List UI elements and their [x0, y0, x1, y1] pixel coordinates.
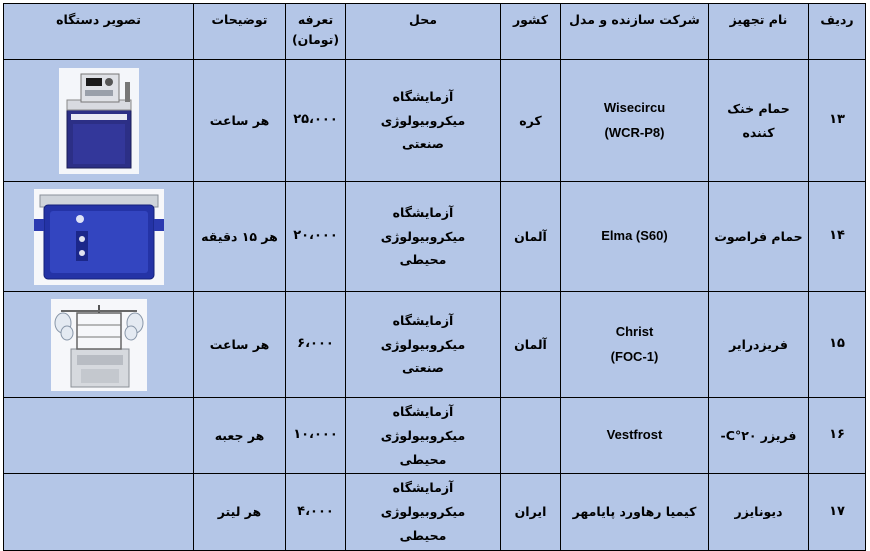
row-number: ۱۶ [809, 398, 866, 474]
table-row [4, 474, 866, 550]
device-name: فریزدرایر [709, 292, 809, 398]
device-image-cell [4, 474, 194, 550]
freeze-dryer-icon [51, 299, 147, 391]
location [346, 292, 501, 398]
notes: هر ۱۵ دقیقه [194, 182, 286, 292]
location-line1: آزمایشگاه میکروبیولوژی [380, 404, 466, 443]
location [346, 182, 501, 292]
fee: ۲۰،۰۰۰ [286, 182, 346, 292]
device-name: دیونایزر [709, 474, 809, 550]
location-line2: صنعتی [402, 360, 444, 376]
row-number: ۱۵ [809, 292, 866, 398]
maker-model [561, 60, 709, 182]
header-row-no: ردیف [809, 4, 866, 60]
maker-line1: کیمیا رهاورد پایامهر [572, 504, 697, 519]
device-image-cell [4, 60, 194, 182]
device-name: حمام خنک کننده [709, 60, 809, 182]
header-location: محل [346, 4, 501, 60]
maker-line1: Vestfrost [606, 427, 663, 443]
header-row [4, 4, 866, 60]
header-notes: توضیحات [194, 4, 286, 60]
header-country: کشور [501, 4, 561, 60]
table-row [4, 292, 866, 398]
maker-line1: Wisecircu [603, 99, 666, 115]
location-line2: محیطی [399, 252, 447, 268]
country: آلمان [501, 292, 561, 398]
fee: ۲۵،۰۰۰ [286, 60, 346, 182]
header-fee-title: تعرفه [297, 12, 334, 27]
notes: هر ساعت [194, 60, 286, 182]
maker-model [561, 474, 709, 550]
row-number: ۱۷ [809, 474, 866, 550]
table-row [4, 182, 866, 292]
header-device-name: نام تجهیز [709, 4, 809, 60]
maker-line1: Christ [615, 323, 654, 339]
country: کره [501, 60, 561, 182]
notes: هر ساعت [194, 292, 286, 398]
device-image-cell [4, 182, 194, 292]
header-fee [286, 4, 346, 60]
maker-model [561, 398, 709, 474]
location-line2: محیطی [399, 451, 447, 467]
circulator-bath-icon [59, 68, 139, 174]
maker-line2: (WCR-P8) [604, 124, 665, 140]
device-image-cell [4, 292, 194, 398]
location-line1: آزمایشگاه میکروبیولوژی [380, 88, 466, 128]
device-image-cell [4, 398, 194, 474]
location-line1: آزمایشگاه میکروبیولوژی [380, 480, 466, 519]
country [501, 398, 561, 474]
fee: ۱۰،۰۰۰ [286, 398, 346, 474]
location [346, 398, 501, 474]
table-row [4, 398, 866, 474]
country: ایران [501, 474, 561, 550]
row-number: ۱۳ [809, 60, 866, 182]
location [346, 474, 501, 550]
location-line1: آزمایشگاه میکروبیولوژی [380, 204, 466, 244]
device-name: فریزر ۲۰°C- [709, 398, 809, 474]
fee: ۶،۰۰۰ [286, 292, 346, 398]
device-name: حمام فراصوت [709, 182, 809, 292]
table-row [4, 60, 866, 182]
maker-line2: (FOC-1) [610, 348, 659, 364]
row-number: ۱۴ [809, 182, 866, 292]
header-image: تصویر دستگاه [4, 4, 194, 60]
fee: ۴،۰۰۰ [286, 474, 346, 550]
location-line2: محیطی [399, 527, 447, 543]
header-fee-unit: (تومان) [291, 32, 340, 47]
maker-model [561, 182, 709, 292]
maker-model [561, 292, 709, 398]
equipment-table [3, 3, 866, 551]
location-line2: صنعتی [402, 136, 444, 152]
country: آلمان [501, 182, 561, 292]
ultrasonic-bath-icon [34, 189, 164, 285]
maker-line1: Elma (S60) [601, 228, 668, 244]
location [346, 60, 501, 182]
header-maker-model: شرکت سازنده و مدل [561, 4, 709, 60]
notes: هر لیتر [194, 474, 286, 550]
notes: هر جعبه [194, 398, 286, 474]
location-line1: آزمایشگاه میکروبیولوژی [380, 312, 466, 352]
